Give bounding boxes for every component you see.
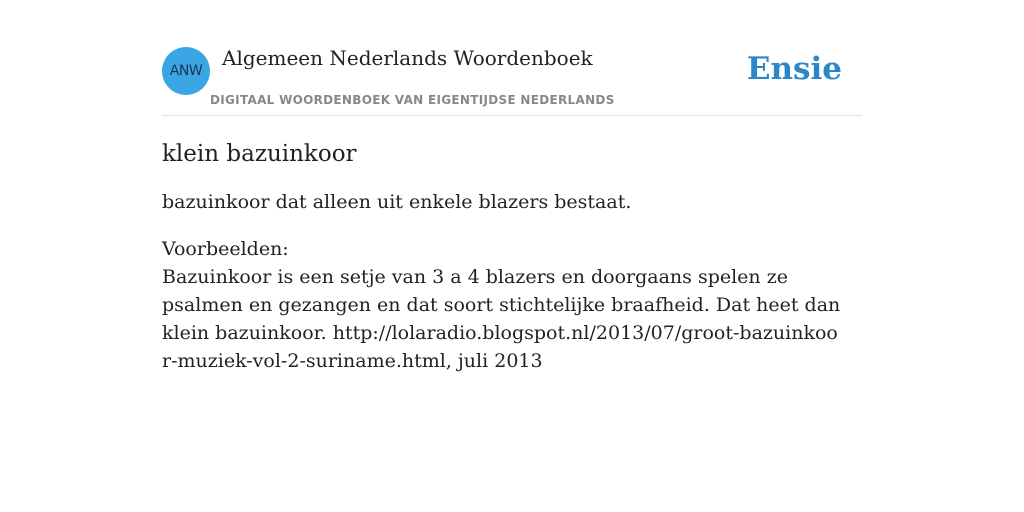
entry-definition: bazuinkoor dat alleen uit enkele blazers bestaat. [162, 191, 632, 213]
entry-content [162, 138, 842, 375]
ensie-brand-logo[interactable]: Ensie [746, 51, 842, 87]
examples-label: Voorbeelden: [162, 238, 289, 260]
example-text: Bazuinkoor is een setje van 3 a 4 blazers en doorgaans spelen ze psalmen en gezangen en dat soort stichtelijke braafheid. Dat heet dan klein bazuinkoor. [162, 266, 841, 344]
logo-text: ANW [169, 63, 203, 79]
dictionary-subtitle: DIGITAAL WOORDENBOEK VAN EIGENTIJDSE NEDERLANDS [210, 93, 615, 107]
page-header [162, 0, 862, 116]
examples-block [162, 235, 842, 375]
example-source: http://lolaradio.blogspot.nl/2013/07/groot-bazuinkoor-muziek-vol-2-suriname.html, juli 2013 [162, 322, 838, 372]
dictionary-title[interactable]: Algemeen Nederlands Woordenboek [222, 46, 593, 70]
anw-logo[interactable] [162, 47, 210, 95]
entry-headword: klein bazuinkoor [162, 141, 357, 167]
